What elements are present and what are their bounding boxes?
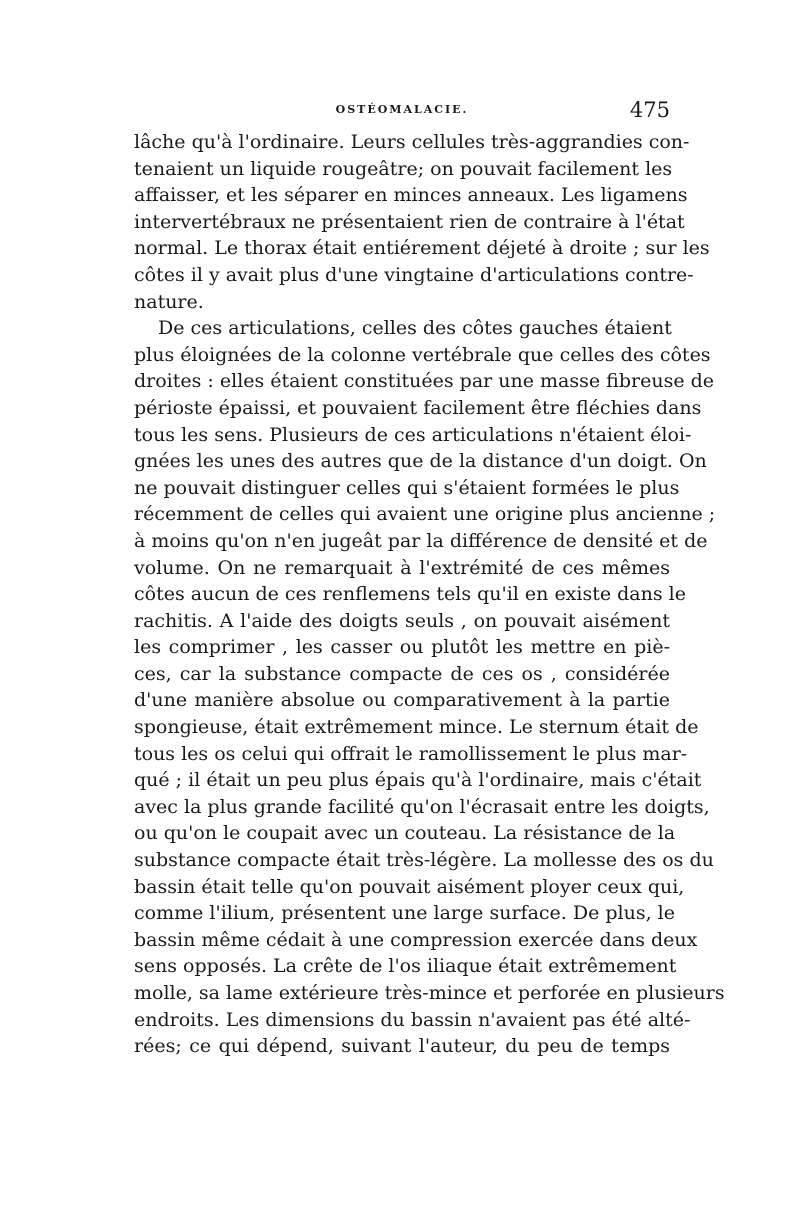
text-line: nature.	[134, 290, 204, 313]
text-line: substance compacte était très-légère. La mollesse des os du	[134, 849, 714, 872]
text-line: plus éloignées de la colonne vertébrale que celles des côtes	[134, 343, 711, 366]
page-number: 475	[629, 98, 670, 122]
text-line: qué ; il était un peu plus épais qu'à l'ordinaire, mais c'était	[134, 769, 702, 792]
text-line: tous les sens. Plusieurs de ces articulations n'étaient éloi-	[134, 423, 692, 446]
text-line: droites : elles étaient constituées par une masse fibreuse de	[134, 370, 715, 393]
text-line: bassin même cédait à une compression exercée dans deux	[134, 928, 698, 951]
text-line: lâche qu'à l'ordinaire. Leurs cellules très-aggrandies con-	[134, 131, 690, 153]
text-line: périoste épaissi, et pouvaient facilement être fléchies dans	[134, 396, 702, 419]
text-line: bassin était telle qu'on pouvait aisément ployer ceux qui,	[134, 875, 685, 898]
text-line: De ces articulations, celles des côtes gauches étaient	[158, 317, 672, 340]
text-line: à moins qu'on n'en jugeât par la différence de densité et de	[134, 529, 708, 552]
text-line: affaisser, et les séparer en minces anneaux. Les ligamens	[134, 184, 688, 207]
text-line: spongieuse, était extrêmement mince. Le sternum était de	[134, 716, 699, 739]
text-line: ou qu'on le coupait avec un couteau. La résistance de la	[134, 822, 676, 845]
text-line: rachitis. A l'aide des doigts seuls , on pouvait aisément	[134, 609, 670, 632]
text-line: intervertébraux ne présentaient rien de contraire à l'état	[134, 210, 685, 233]
text-line: molle, sa lame extérieure très-mince et perforée en plusieurs	[134, 982, 725, 1004]
text-line: récemment de celles qui avaient une origine plus ancienne ;	[134, 503, 716, 526]
body-text	[134, 129, 725, 1060]
text-line: ne pouvait distinguer celles qui s'étaient formées le plus	[134, 476, 680, 499]
text-line: côtes il y avait plus d'une vingtaine d'articulations contre-	[134, 263, 694, 286]
text-line: côtes aucun de ces renflemens tels qu'il en existe dans le	[134, 583, 686, 606]
text-line: gnées les unes des autres que de la distance d'un doigt. On	[134, 450, 707, 473]
text-line: avec la plus grande facilité qu'on l'écrasait entre les doigts,	[134, 795, 710, 818]
text-line: les comprimer , les casser ou plutôt les mettre en piè-	[134, 636, 670, 659]
text-line: normal. Le thorax était entiérement déjeté à droite ; sur les	[134, 237, 710, 260]
text-line: ces, car la substance compacte de ces os , considérée	[134, 662, 670, 685]
text-line: volume. On ne remarquait à l'extrémité de ces mêmes	[134, 556, 670, 579]
text-line: endroits. Les dimensions du bassin n'avaient pas été alté-	[134, 1008, 691, 1031]
text-line: rées; ce qui dépend, suivant l'auteur, du peu de temps	[134, 1035, 670, 1058]
text-line: sens opposés. La crête de l'os iliaque était extrêmement	[134, 955, 677, 978]
running-head	[134, 98, 670, 124]
text-line: comme l'ilium, présentent une large surface. De plus, le	[134, 902, 675, 925]
running-title: OSTÉOMALACIE.	[335, 103, 469, 116]
text-line: tenaient un liquide rougeâtre; on pouvait facilement les	[134, 157, 673, 180]
text-line: tous les os celui qui offrait le ramollissement le plus mar-	[134, 742, 688, 765]
text-line: d'une manière absolue ou comparativement à la partie	[134, 689, 670, 712]
